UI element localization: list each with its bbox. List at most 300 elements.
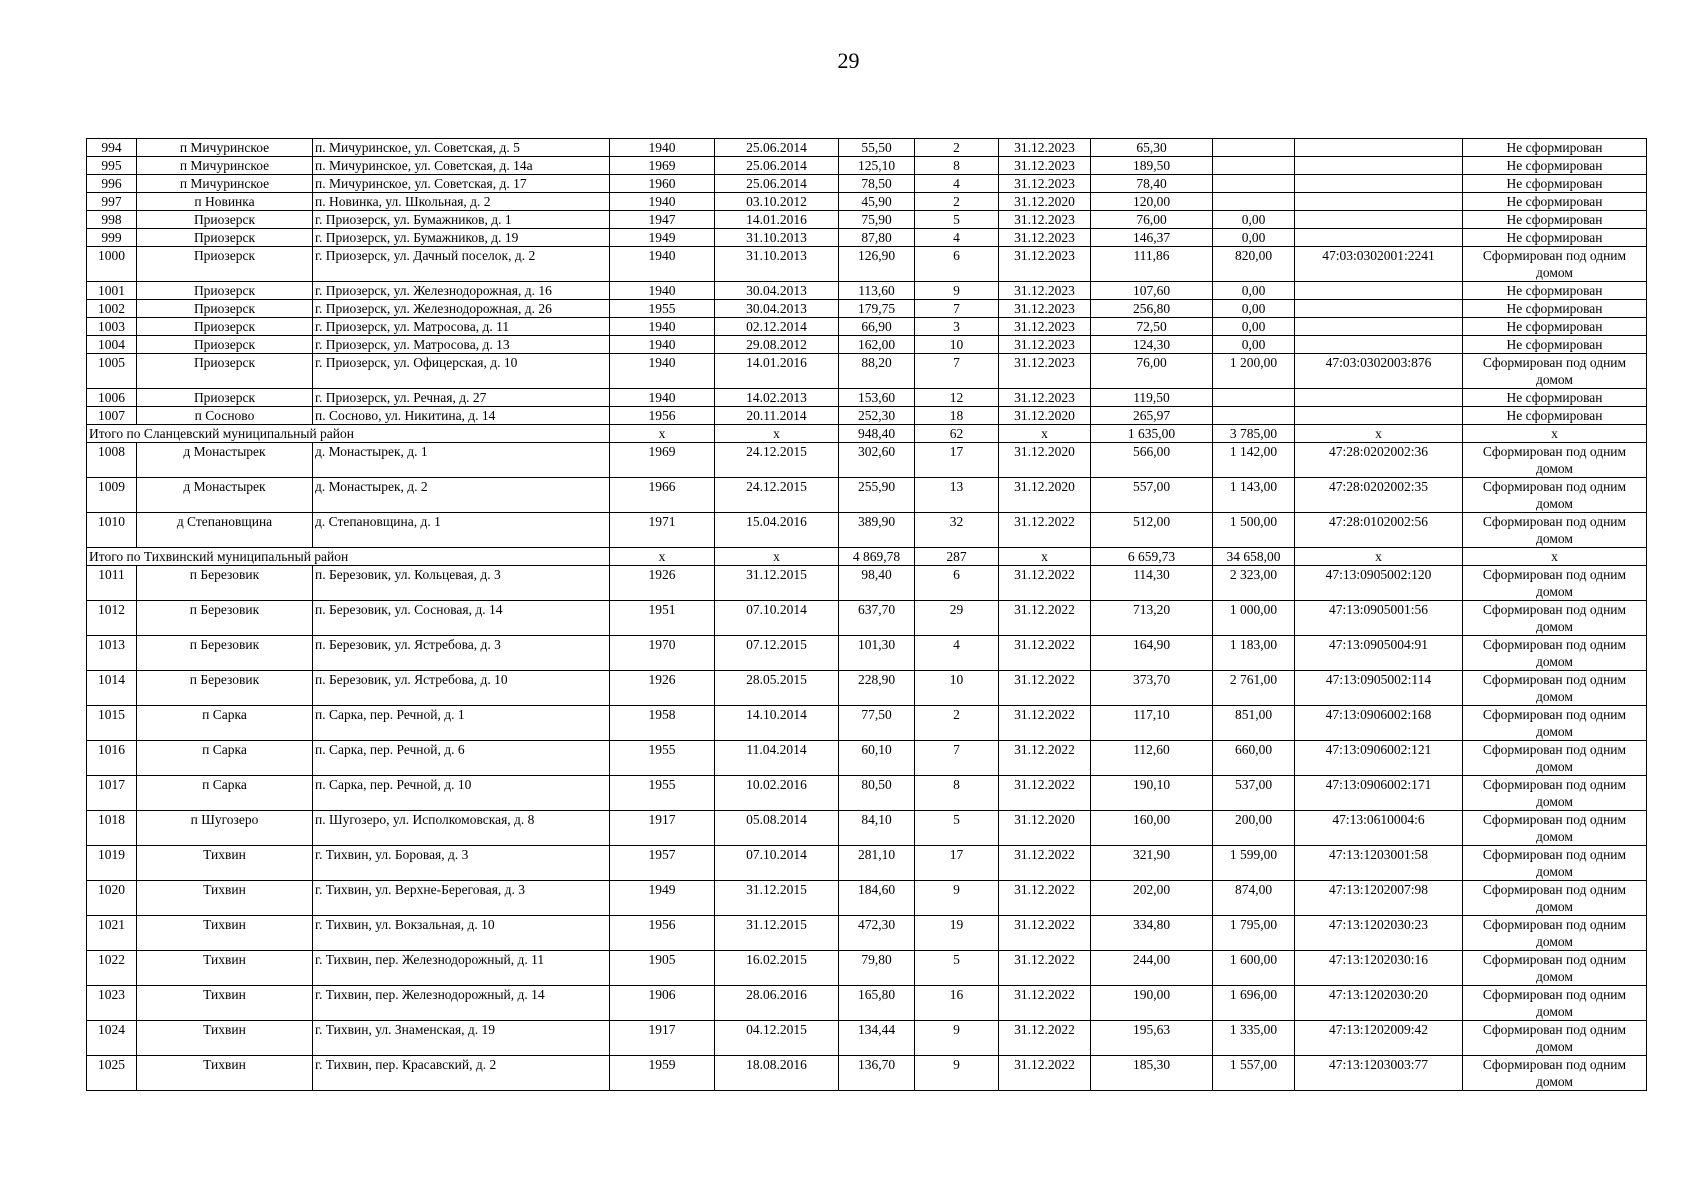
recognition-date-cell: 31.12.2015: [715, 566, 839, 601]
address-cell: п. Березовик, ул. Ястребова, д. 3: [313, 636, 610, 671]
land-status-cell: Сформирован под одним домом: [1463, 354, 1647, 389]
row-number-cell: 1019: [87, 846, 137, 881]
residents-cell: 9: [915, 282, 999, 300]
land-area-cell: 1 200,00: [1213, 354, 1295, 389]
resettlement-deadline-cell: 31.12.2022: [999, 986, 1091, 1021]
recognition-date-cell: 29.08.2012: [715, 336, 839, 354]
recognition-date-cell: 14.10.2014: [715, 706, 839, 741]
land-area-cell: 1 557,00: [1213, 1056, 1295, 1091]
address-cell: г. Приозерск, ул. Офицерская, д. 10: [313, 354, 610, 389]
total-resettlement-deadline-cell: x: [999, 425, 1091, 443]
new-area-cell: 244,00: [1091, 951, 1213, 986]
row-number-cell: 1013: [87, 636, 137, 671]
cadastral-number-cell: 47:13:1202030:20: [1295, 986, 1463, 1021]
area-cell: 165,80: [839, 986, 915, 1021]
address-cell: г. Приозерск, ул. Железнодорожная, д. 26: [313, 300, 610, 318]
new-area-cell: 124,30: [1091, 336, 1213, 354]
address-cell: г. Приозерск, ул. Речная, д. 27: [313, 389, 610, 407]
resettlement-deadline-cell: 31.12.2023: [999, 300, 1091, 318]
total-gap-cell: [313, 548, 610, 566]
recognition-date-cell: 20.11.2014: [715, 407, 839, 425]
resettlement-deadline-cell: 31.12.2022: [999, 513, 1091, 548]
land-area-cell: 1 142,00: [1213, 443, 1295, 478]
area-cell: 153,60: [839, 389, 915, 407]
resettlement-deadline-cell: 31.12.2022: [999, 741, 1091, 776]
new-area-cell: 190,00: [1091, 986, 1213, 1021]
area-cell: 136,70: [839, 1056, 915, 1091]
address-cell: г. Приозерск, ул. Железнодорожная, д. 16: [313, 282, 610, 300]
year-built-cell: 1956: [610, 916, 715, 951]
area-cell: 637,70: [839, 601, 915, 636]
residents-cell: 32: [915, 513, 999, 548]
address-cell: г. Приозерск, ул. Дачный поселок, д. 2: [313, 247, 610, 282]
area-cell: 84,10: [839, 811, 915, 846]
land-status-cell: Сформирован под одним домом: [1463, 636, 1647, 671]
address-cell: п. Березовик, ул. Сосновая, д. 14: [313, 601, 610, 636]
recognition-date-cell: 25.06.2014: [715, 157, 839, 175]
total-year-built-cell: x: [610, 548, 715, 566]
cadastral-number-cell: [1295, 336, 1463, 354]
area-cell: 472,30: [839, 916, 915, 951]
resettlement-deadline-cell: 31.12.2020: [999, 407, 1091, 425]
address-cell: д. Монастырек, д. 1: [313, 443, 610, 478]
residents-cell: 18: [915, 407, 999, 425]
address-cell: п. Березовик, ул. Ястребова, д. 10: [313, 671, 610, 706]
land-status-cell: Сформирован под одним домом: [1463, 478, 1647, 513]
address-cell: п. Сарка, пер. Речной, д. 10: [313, 776, 610, 811]
settlement-cell: п Сарка: [137, 741, 313, 776]
settlement-cell: п Березовик: [137, 601, 313, 636]
table-row: [87, 706, 1647, 741]
land-area-cell: [1213, 407, 1295, 425]
recognition-date-cell: 31.12.2015: [715, 881, 839, 916]
year-built-cell: 1955: [610, 776, 715, 811]
address-cell: п. Мичуринское, ул. Советская, д. 17: [313, 175, 610, 193]
district-total-row: [87, 548, 1647, 566]
land-area-cell: 660,00: [1213, 741, 1295, 776]
address-cell: п. Мичуринское, ул. Советская, д. 5: [313, 139, 610, 157]
land-area-cell: [1213, 193, 1295, 211]
cadastral-number-cell: 47:28:0102002:56: [1295, 513, 1463, 548]
table-row: [87, 443, 1647, 478]
housing-registry-table: [86, 138, 1647, 1091]
residents-cell: 2: [915, 139, 999, 157]
row-number-cell: 1015: [87, 706, 137, 741]
table-row: [87, 776, 1647, 811]
resettlement-deadline-cell: 31.12.2023: [999, 229, 1091, 247]
row-number-cell: 1014: [87, 671, 137, 706]
total-cadastral-number-cell: x: [1295, 548, 1463, 566]
settlement-cell: д Монастырек: [137, 443, 313, 478]
address-cell: г. Тихвин, ул. Вокзальная, д. 10: [313, 916, 610, 951]
residents-cell: 17: [915, 443, 999, 478]
total-land-status-cell: x: [1463, 548, 1647, 566]
row-number-cell: 999: [87, 229, 137, 247]
settlement-cell: п Сарка: [137, 706, 313, 741]
settlement-cell: Приозерск: [137, 282, 313, 300]
row-number-cell: 1025: [87, 1056, 137, 1091]
new-area-cell: 185,30: [1091, 1056, 1213, 1091]
area-cell: 281,10: [839, 846, 915, 881]
cadastral-number-cell: 47:13:0906002:121: [1295, 741, 1463, 776]
settlement-cell: п Березовик: [137, 671, 313, 706]
table-row: [87, 318, 1647, 336]
residents-cell: 10: [915, 336, 999, 354]
residents-cell: 9: [915, 1021, 999, 1056]
land-status-cell: Сформирован под одним домом: [1463, 811, 1647, 846]
new-area-cell: 190,10: [1091, 776, 1213, 811]
recognition-date-cell: 07.10.2014: [715, 846, 839, 881]
resettlement-deadline-cell: 31.12.2022: [999, 776, 1091, 811]
residents-cell: 9: [915, 1056, 999, 1091]
table-row: [87, 354, 1647, 389]
recognition-date-cell: 15.04.2016: [715, 513, 839, 548]
resettlement-deadline-cell: 31.12.2023: [999, 389, 1091, 407]
area-cell: 60,10: [839, 741, 915, 776]
new-area-cell: 146,37: [1091, 229, 1213, 247]
land-area-cell: 0,00: [1213, 229, 1295, 247]
residents-cell: 17: [915, 846, 999, 881]
land-status-cell: Сформирован под одним домом: [1463, 513, 1647, 548]
land-area-cell: 0,00: [1213, 318, 1295, 336]
land-area-cell: 2 761,00: [1213, 671, 1295, 706]
residents-cell: 10: [915, 671, 999, 706]
area-cell: 98,40: [839, 566, 915, 601]
land-status-cell: Сформирован под одним домом: [1463, 776, 1647, 811]
table-row: [87, 282, 1647, 300]
row-number-cell: 1018: [87, 811, 137, 846]
settlement-cell: Тихвин: [137, 881, 313, 916]
area-cell: 184,60: [839, 881, 915, 916]
address-cell: г. Тихвин, пер. Железнодорожный, д. 11: [313, 951, 610, 986]
area-cell: 66,90: [839, 318, 915, 336]
resettlement-deadline-cell: 31.12.2023: [999, 282, 1091, 300]
land-status-cell: Не сформирован: [1463, 318, 1647, 336]
land-status-cell: Не сформирован: [1463, 229, 1647, 247]
land-area-cell: 851,00: [1213, 706, 1295, 741]
row-number-cell: 995: [87, 157, 137, 175]
address-cell: п. Сарка, пер. Речной, д. 6: [313, 741, 610, 776]
table-row: [87, 811, 1647, 846]
table-row: [87, 636, 1647, 671]
cadastral-number-cell: [1295, 229, 1463, 247]
row-number-cell: 1022: [87, 951, 137, 986]
residents-cell: 29: [915, 601, 999, 636]
settlement-cell: п Новинка: [137, 193, 313, 211]
address-cell: г. Тихвин, ул. Боровая, д. 3: [313, 846, 610, 881]
settlement-cell: Тихвин: [137, 916, 313, 951]
new-area-cell: 321,90: [1091, 846, 1213, 881]
land-status-cell: Сформирован под одним домом: [1463, 1021, 1647, 1056]
recognition-date-cell: 11.04.2014: [715, 741, 839, 776]
registry-body: [87, 139, 1647, 1091]
area-cell: 162,00: [839, 336, 915, 354]
table-row: [87, 1056, 1647, 1091]
year-built-cell: 1949: [610, 229, 715, 247]
area-cell: 88,20: [839, 354, 915, 389]
address-cell: г. Приозерск, ул. Бумажников, д. 1: [313, 211, 610, 229]
settlement-cell: п Сарка: [137, 776, 313, 811]
year-built-cell: 1940: [610, 193, 715, 211]
table-row: [87, 741, 1647, 776]
land-area-cell: 1 795,00: [1213, 916, 1295, 951]
settlement-cell: Тихвин: [137, 986, 313, 1021]
table-row: [87, 846, 1647, 881]
row-number-cell: 1009: [87, 478, 137, 513]
year-built-cell: 1940: [610, 139, 715, 157]
area-cell: 252,30: [839, 407, 915, 425]
address-cell: д. Степановщина, д. 1: [313, 513, 610, 548]
cadastral-number-cell: 47:13:0906002:168: [1295, 706, 1463, 741]
address-cell: д. Монастырек, д. 2: [313, 478, 610, 513]
land-status-cell: Сформирован под одним домом: [1463, 741, 1647, 776]
land-status-cell: Не сформирован: [1463, 157, 1647, 175]
new-area-cell: 112,60: [1091, 741, 1213, 776]
recognition-date-cell: 24.12.2015: [715, 443, 839, 478]
recognition-date-cell: 25.06.2014: [715, 175, 839, 193]
land-area-cell: 537,00: [1213, 776, 1295, 811]
year-built-cell: 1940: [610, 282, 715, 300]
recognition-date-cell: 24.12.2015: [715, 478, 839, 513]
total-residents-cell: 62: [915, 425, 999, 443]
resettlement-deadline-cell: 31.12.2020: [999, 193, 1091, 211]
land-status-cell: Сформирован под одним домом: [1463, 951, 1647, 986]
recognition-date-cell: 16.02.2015: [715, 951, 839, 986]
address-cell: п. Сарка, пер. Речной, д. 1: [313, 706, 610, 741]
cadastral-number-cell: [1295, 193, 1463, 211]
row-number-cell: 997: [87, 193, 137, 211]
new-area-cell: 202,00: [1091, 881, 1213, 916]
settlement-cell: Тихвин: [137, 951, 313, 986]
year-built-cell: 1917: [610, 1021, 715, 1056]
table-row: [87, 193, 1647, 211]
row-number-cell: 1002: [87, 300, 137, 318]
residents-cell: 6: [915, 247, 999, 282]
residents-cell: 2: [915, 706, 999, 741]
land-area-cell: 1 000,00: [1213, 601, 1295, 636]
cadastral-number-cell: 47:13:0905004:91: [1295, 636, 1463, 671]
total-land-status-cell: x: [1463, 425, 1647, 443]
address-cell: п. Мичуринское, ул. Советская, д. 14а: [313, 157, 610, 175]
year-built-cell: 1917: [610, 811, 715, 846]
land-status-cell: Сформирован под одним домом: [1463, 916, 1647, 951]
land-status-cell: Сформирован под одним домом: [1463, 247, 1647, 282]
land-area-cell: 200,00: [1213, 811, 1295, 846]
settlement-cell: Приозерск: [137, 229, 313, 247]
table-row: [87, 671, 1647, 706]
resettlement-deadline-cell: 31.12.2023: [999, 211, 1091, 229]
residents-cell: 7: [915, 354, 999, 389]
settlement-cell: п Березовик: [137, 566, 313, 601]
resettlement-deadline-cell: 31.12.2023: [999, 354, 1091, 389]
row-number-cell: 1021: [87, 916, 137, 951]
land-area-cell: 2 323,00: [1213, 566, 1295, 601]
cadastral-number-cell: 47:13:1202007:98: [1295, 881, 1463, 916]
settlement-cell: п Мичуринское: [137, 139, 313, 157]
land-status-cell: Сформирован под одним домом: [1463, 671, 1647, 706]
total-recognition-date-cell: x: [715, 425, 839, 443]
resettlement-deadline-cell: 31.12.2022: [999, 671, 1091, 706]
area-cell: 87,80: [839, 229, 915, 247]
table-row: [87, 601, 1647, 636]
recognition-date-cell: 31.10.2013: [715, 229, 839, 247]
resettlement-deadline-cell: 31.12.2023: [999, 157, 1091, 175]
area-cell: 228,90: [839, 671, 915, 706]
land-status-cell: Не сформирован: [1463, 193, 1647, 211]
recognition-date-cell: 30.04.2013: [715, 282, 839, 300]
total-land-area-cell: 34 658,00: [1213, 548, 1295, 566]
land-area-cell: 0,00: [1213, 211, 1295, 229]
row-number-cell: 1007: [87, 407, 137, 425]
row-number-cell: 1008: [87, 443, 137, 478]
table-row: [87, 247, 1647, 282]
land-area-cell: 820,00: [1213, 247, 1295, 282]
year-built-cell: 1958: [610, 706, 715, 741]
land-status-cell: Сформирован под одним домом: [1463, 986, 1647, 1021]
cadastral-number-cell: 47:13:0906002:171: [1295, 776, 1463, 811]
recognition-date-cell: 31.10.2013: [715, 247, 839, 282]
address-cell: г. Тихвин, ул. Знаменская, д. 19: [313, 1021, 610, 1056]
land-status-cell: Сформирован под одним домом: [1463, 1056, 1647, 1091]
cadastral-number-cell: [1295, 157, 1463, 175]
table-row: [87, 175, 1647, 193]
row-number-cell: 1004: [87, 336, 137, 354]
new-area-cell: 78,40: [1091, 175, 1213, 193]
settlement-cell: Приозерск: [137, 336, 313, 354]
land-status-cell: Не сформирован: [1463, 139, 1647, 157]
new-area-cell: 107,60: [1091, 282, 1213, 300]
cadastral-number-cell: [1295, 282, 1463, 300]
address-cell: г. Приозерск, ул. Матросова, д. 11: [313, 318, 610, 336]
row-number-cell: 1006: [87, 389, 137, 407]
land-area-cell: 0,00: [1213, 282, 1295, 300]
area-cell: 78,50: [839, 175, 915, 193]
address-cell: г. Тихвин, пер. Красавский, д. 2: [313, 1056, 610, 1091]
recognition-date-cell: 04.12.2015: [715, 1021, 839, 1056]
land-status-cell: Не сформирован: [1463, 336, 1647, 354]
cadastral-number-cell: [1295, 139, 1463, 157]
residents-cell: 2: [915, 193, 999, 211]
cadastral-number-cell: [1295, 300, 1463, 318]
year-built-cell: 1969: [610, 443, 715, 478]
year-built-cell: 1951: [610, 601, 715, 636]
recognition-date-cell: 05.08.2014: [715, 811, 839, 846]
recognition-date-cell: 31.12.2015: [715, 916, 839, 951]
area-cell: 80,50: [839, 776, 915, 811]
recognition-date-cell: 07.12.2015: [715, 636, 839, 671]
resettlement-deadline-cell: 31.12.2022: [999, 951, 1091, 986]
land-area-cell: 874,00: [1213, 881, 1295, 916]
new-area-cell: 512,00: [1091, 513, 1213, 548]
year-built-cell: 1957: [610, 846, 715, 881]
new-area-cell: 72,50: [1091, 318, 1213, 336]
residents-cell: 6: [915, 566, 999, 601]
land-status-cell: Не сформирован: [1463, 407, 1647, 425]
table-row: [87, 986, 1647, 1021]
residents-cell: 8: [915, 776, 999, 811]
land-area-cell: 0,00: [1213, 300, 1295, 318]
row-number-cell: 1000: [87, 247, 137, 282]
table-row: [87, 916, 1647, 951]
residents-cell: 3: [915, 318, 999, 336]
new-area-cell: 76,00: [1091, 211, 1213, 229]
resettlement-deadline-cell: 31.12.2022: [999, 916, 1091, 951]
land-area-cell: [1213, 157, 1295, 175]
resettlement-deadline-cell: 31.12.2022: [999, 706, 1091, 741]
new-area-cell: 120,00: [1091, 193, 1213, 211]
recognition-date-cell: 10.02.2016: [715, 776, 839, 811]
residents-cell: 4: [915, 229, 999, 247]
district-total-label: Итого по Сланцевский муниципальный район: [87, 425, 313, 443]
row-number-cell: 994: [87, 139, 137, 157]
row-number-cell: 1003: [87, 318, 137, 336]
resettlement-deadline-cell: 31.12.2022: [999, 1021, 1091, 1056]
row-number-cell: 1012: [87, 601, 137, 636]
year-built-cell: 1947: [610, 211, 715, 229]
year-built-cell: 1940: [610, 354, 715, 389]
total-residents-cell: 287: [915, 548, 999, 566]
settlement-cell: Приозерск: [137, 389, 313, 407]
land-area-cell: [1213, 389, 1295, 407]
recognition-date-cell: 14.02.2013: [715, 389, 839, 407]
resettlement-deadline-cell: 31.12.2022: [999, 1056, 1091, 1091]
land-status-cell: Не сформирован: [1463, 389, 1647, 407]
cadastral-number-cell: 47:13:1202009:42: [1295, 1021, 1463, 1056]
district-total-label: Итого по Тихвинский муниципальный район: [87, 548, 313, 566]
resettlement-deadline-cell: 31.12.2023: [999, 175, 1091, 193]
row-number-cell: 1001: [87, 282, 137, 300]
new-area-cell: 256,80: [1091, 300, 1213, 318]
resettlement-deadline-cell: 31.12.2020: [999, 443, 1091, 478]
cadastral-number-cell: 47:13:0905002:120: [1295, 566, 1463, 601]
land-area-cell: 1 599,00: [1213, 846, 1295, 881]
area-cell: 125,10: [839, 157, 915, 175]
district-total-row: [87, 425, 1647, 443]
cadastral-number-cell: [1295, 389, 1463, 407]
settlement-cell: п Сосново: [137, 407, 313, 425]
new-area-cell: 195,63: [1091, 1021, 1213, 1056]
area-cell: 77,50: [839, 706, 915, 741]
area-cell: 75,90: [839, 211, 915, 229]
recognition-date-cell: 25.06.2014: [715, 139, 839, 157]
year-built-cell: 1926: [610, 671, 715, 706]
land-status-cell: Не сформирован: [1463, 211, 1647, 229]
resettlement-deadline-cell: 31.12.2022: [999, 881, 1091, 916]
table-row: [87, 300, 1647, 318]
land-area-cell: 1 143,00: [1213, 478, 1295, 513]
resettlement-deadline-cell: 31.12.2023: [999, 247, 1091, 282]
residents-cell: 13: [915, 478, 999, 513]
total-area-cell: 4 869,78: [839, 548, 915, 566]
year-built-cell: 1969: [610, 157, 715, 175]
land-area-cell: 0,00: [1213, 336, 1295, 354]
year-built-cell: 1949: [610, 881, 715, 916]
area-cell: 101,30: [839, 636, 915, 671]
year-built-cell: 1940: [610, 336, 715, 354]
settlement-cell: Приозерск: [137, 247, 313, 282]
settlement-cell: Приозерск: [137, 354, 313, 389]
year-built-cell: 1940: [610, 389, 715, 407]
recognition-date-cell: 02.12.2014: [715, 318, 839, 336]
table-row: [87, 407, 1647, 425]
land-area-cell: 1 183,00: [1213, 636, 1295, 671]
land-status-cell: Сформирован под одним домом: [1463, 566, 1647, 601]
year-built-cell: 1906: [610, 986, 715, 1021]
new-area-cell: 160,00: [1091, 811, 1213, 846]
area-cell: 389,90: [839, 513, 915, 548]
address-cell: г. Приозерск, ул. Бумажников, д. 19: [313, 229, 610, 247]
residents-cell: 5: [915, 811, 999, 846]
